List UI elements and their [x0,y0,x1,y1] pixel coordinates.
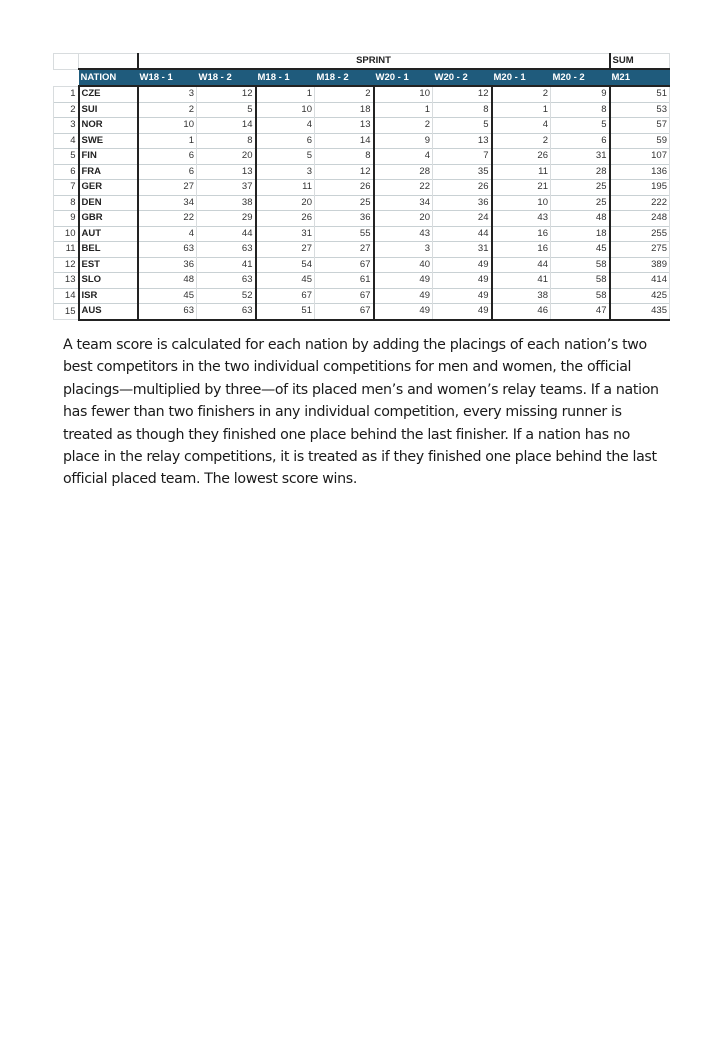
placing-cell: 12 [433,86,492,102]
sum-cell: 59 [610,133,670,149]
placing-cell: 9 [374,133,433,149]
sum-cell: 389 [610,257,670,273]
placing-cell: 10 [256,102,315,118]
sum-cell: 425 [610,288,670,304]
placing-cell: 10 [138,118,197,134]
placing-cell: 20 [256,195,315,211]
placing-cell: 35 [433,164,492,180]
placing-cell: 27 [256,242,315,258]
row-number: 11 [54,242,79,258]
row-number: 15 [54,304,79,320]
sum-group-header: SUM [610,54,670,70]
placing-cell: 24 [433,211,492,227]
table-row [54,164,670,180]
placing-cell: 1 [374,102,433,118]
placing-cell: 38 [492,288,551,304]
col-header: W18 - 1 [138,69,197,86]
placing-cell: 6 [138,164,197,180]
placing-cell: 10 [492,195,551,211]
table-row [54,86,670,102]
placing-cell: 1 [492,102,551,118]
placing-cell: 28 [551,164,610,180]
placing-cell: 5 [256,149,315,165]
placing-cell: 36 [315,211,374,227]
row-number: 2 [54,102,79,118]
row-number: 10 [54,226,79,242]
placing-cell: 44 [433,226,492,242]
col-header: M18 - 1 [256,69,315,86]
row-number: 14 [54,288,79,304]
placing-cell: 27 [315,242,374,258]
placing-cell: 3 [138,86,197,102]
table-row [54,149,670,165]
placing-cell: 25 [551,180,610,196]
placing-cell: 45 [138,288,197,304]
table-row [54,226,670,242]
placing-cell: 10 [374,86,433,102]
placing-cell: 58 [551,273,610,289]
row-number: 9 [54,211,79,227]
placing-cell: 8 [551,102,610,118]
placing-cell: 67 [315,288,374,304]
placing-cell: 22 [138,211,197,227]
placing-cell: 18 [315,102,374,118]
placing-cell: 13 [433,133,492,149]
placing-cell: 38 [197,195,256,211]
nation-cell: AUS [79,304,138,320]
placing-cell: 2 [315,86,374,102]
placing-cell: 36 [138,257,197,273]
placing-cell: 2 [492,133,551,149]
placing-cell: 46 [492,304,551,320]
placing-cell: 54 [256,257,315,273]
placing-cell: 14 [315,133,374,149]
col-header: W20 - 2 [433,69,492,86]
row-number: 5 [54,149,79,165]
placing-cell: 5 [551,118,610,134]
placing-cell: 58 [551,288,610,304]
placing-cell: 67 [256,288,315,304]
placing-cell: 11 [256,180,315,196]
placing-cell: 6 [256,133,315,149]
group-header-row [54,54,670,70]
nation-cell: FRA [79,164,138,180]
nation-cell: BEL [79,242,138,258]
col-header: W18 - 2 [197,69,256,86]
col-header: M20 - 2 [551,69,610,86]
col-header-nation: NATION [79,69,138,86]
placing-cell: 20 [197,149,256,165]
placing-cell: 29 [197,211,256,227]
placing-cell: 43 [374,226,433,242]
placing-cell: 34 [374,195,433,211]
placing-cell: 4 [492,118,551,134]
placing-cell: 26 [492,149,551,165]
sum-cell: 222 [610,195,670,211]
nation-cell: FIN [79,149,138,165]
placing-cell: 13 [315,118,374,134]
sum-cell: 57 [610,118,670,134]
placing-cell: 34 [138,195,197,211]
sum-cell: 136 [610,164,670,180]
nation-cell: AUT [79,226,138,242]
row-number: 8 [54,195,79,211]
placing-cell: 8 [433,102,492,118]
table-row [54,180,670,196]
placing-cell: 49 [433,288,492,304]
placing-cell: 5 [197,102,256,118]
placing-cell: 58 [551,257,610,273]
placing-cell: 8 [197,133,256,149]
placing-cell: 26 [315,180,374,196]
placing-cell: 2 [492,86,551,102]
sum-cell: 107 [610,149,670,165]
table-row [54,304,670,320]
placing-cell: 26 [433,180,492,196]
placing-cell: 6 [138,149,197,165]
scoring-rules-paragraph: A team score is calculated for each nation by adding the placings of each nation’s two best competitors in the two individual competitions for men and women, the official placings—multiplied by three—of its placed men’s and women’s relay teams. If a nation has fewer than two finishers in any individual competition, every missing runner is treated as though they finished one place behind the last finisher. If a nation has no place in the relay competitions, it is treated as if they finished one place behind the last official placed team. The lowest score wins. [63,337,659,488]
col-header: W20 - 1 [374,69,433,86]
row-number: 3 [54,118,79,134]
placing-cell: 4 [138,226,197,242]
column-header-row [54,69,670,86]
placing-cell: 4 [256,118,315,134]
placing-cell: 3 [256,164,315,180]
placing-cell: 25 [551,195,610,211]
placing-cell: 63 [197,242,256,258]
placing-cell: 40 [374,257,433,273]
nation-cell: ISR [79,288,138,304]
placing-cell: 47 [551,304,610,320]
table-row [54,102,670,118]
placing-cell: 22 [374,180,433,196]
placing-cell: 49 [374,273,433,289]
table-row [54,211,670,227]
sum-cell: 275 [610,242,670,258]
placing-cell: 37 [197,180,256,196]
table-row [54,273,670,289]
placing-cell: 2 [374,118,433,134]
sum-cell: 53 [610,102,670,118]
row-number: 6 [54,164,79,180]
placing-cell: 7 [433,149,492,165]
placing-cell: 28 [374,164,433,180]
row-number: 7 [54,180,79,196]
placing-cell: 1 [138,133,197,149]
placing-cell: 67 [315,257,374,273]
table-row [54,133,670,149]
sum-cell: 414 [610,273,670,289]
row-number: 12 [54,257,79,273]
placing-cell: 63 [197,304,256,320]
placing-cell: 4 [374,149,433,165]
placing-cell: 6 [551,133,610,149]
placing-cell: 48 [138,273,197,289]
placing-cell: 36 [433,195,492,211]
table-row [54,195,670,211]
table-row [54,288,670,304]
placing-cell: 49 [433,273,492,289]
placing-cell: 49 [374,288,433,304]
placing-cell: 27 [138,180,197,196]
placing-cell: 20 [374,211,433,227]
placing-cell: 49 [433,304,492,320]
sprint-group-header: SPRINT [138,54,610,70]
placing-cell: 48 [551,211,610,227]
placing-cell: 18 [551,226,610,242]
nation-cell: DEN [79,195,138,211]
sum-cell: 435 [610,304,670,320]
placing-cell: 12 [197,86,256,102]
placing-cell: 13 [197,164,256,180]
col-header-sum: M21 [610,69,670,86]
placing-cell: 26 [256,211,315,227]
sum-cell: 51 [610,86,670,102]
nation-cell: GER [79,180,138,196]
placing-cell: 67 [315,304,374,320]
placing-cell: 51 [256,304,315,320]
placing-cell: 3 [374,242,433,258]
placing-cell: 25 [315,195,374,211]
sum-cell: 255 [610,226,670,242]
placing-cell: 63 [138,304,197,320]
table-row [54,242,670,258]
placing-cell: 2 [138,102,197,118]
nation-cell: GBR [79,211,138,227]
placing-cell: 8 [315,149,374,165]
nation-cell: SLO [79,273,138,289]
placing-cell: 31 [256,226,315,242]
placing-cell: 44 [197,226,256,242]
placing-cell: 63 [138,242,197,258]
col-header: M20 - 1 [492,69,551,86]
row-number: 13 [54,273,79,289]
placing-cell: 45 [256,273,315,289]
nation-cell: EST [79,257,138,273]
nation-cell: SWE [79,133,138,149]
placing-cell: 52 [197,288,256,304]
col-header: M18 - 2 [315,69,374,86]
placing-cell: 44 [492,257,551,273]
placing-cell: 49 [433,257,492,273]
placing-cell: 31 [433,242,492,258]
placing-cell: 41 [197,257,256,273]
placing-cell: 61 [315,273,374,289]
placing-cell: 55 [315,226,374,242]
table-row [54,118,670,134]
placing-cell: 63 [197,273,256,289]
placing-cell: 31 [551,149,610,165]
sum-cell: 195 [610,180,670,196]
results-table [53,53,670,321]
sum-cell: 248 [610,211,670,227]
placing-cell: 49 [374,304,433,320]
placing-cell: 41 [492,273,551,289]
row-number: 4 [54,133,79,149]
placing-cell: 16 [492,226,551,242]
placing-cell: 11 [492,164,551,180]
nation-cell: CZE [79,86,138,102]
placing-cell: 43 [492,211,551,227]
table-row [54,257,670,273]
placing-cell: 1 [256,86,315,102]
placing-cell: 5 [433,118,492,134]
placing-cell: 16 [492,242,551,258]
nation-cell: NOR [79,118,138,134]
row-number: 1 [54,86,79,102]
nation-cell: SUI [79,102,138,118]
placing-cell: 9 [551,86,610,102]
placing-cell: 12 [315,164,374,180]
placing-cell: 21 [492,180,551,196]
placing-cell: 45 [551,242,610,258]
placing-cell: 14 [197,118,256,134]
